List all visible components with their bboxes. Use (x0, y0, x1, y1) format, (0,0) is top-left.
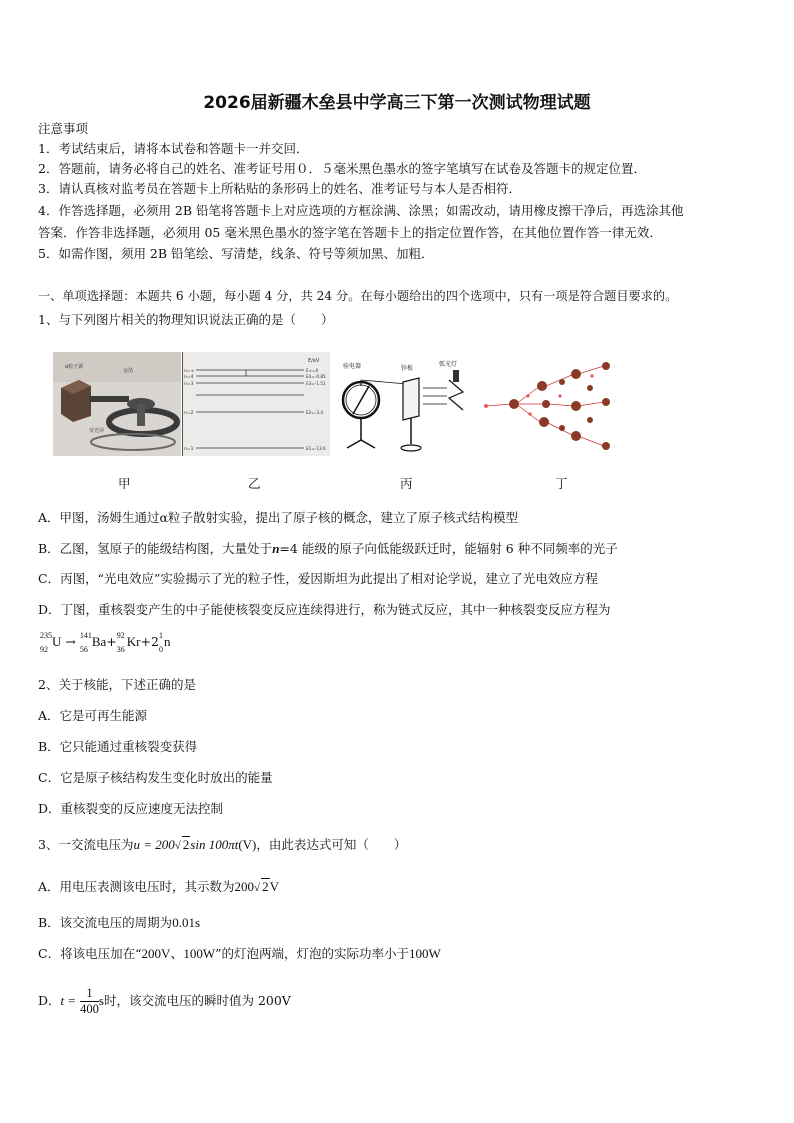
q3-d-num: 1 (80, 986, 99, 1002)
yi-unit: E/eV (308, 358, 320, 364)
kr-symbol: Kr (126, 634, 141, 649)
figure-yi (182, 352, 330, 456)
q2-stem: 2、关于核能，下述正确的是 (38, 677, 196, 692)
caption-jia: 甲 (118, 476, 131, 491)
kr-mass: 92 (116, 631, 125, 640)
bing-label-electroscope: 验电器 (343, 363, 362, 370)
notice-item-1: 1．考试结束后，请将本试卷和答题卡一并交回． (38, 141, 309, 156)
q2-option-a: A．它是可再生能源 (38, 708, 148, 723)
q3-a-root: 2 (262, 879, 269, 894)
ba-z: 56 (79, 645, 88, 654)
fission-equation (40, 631, 171, 658)
exam-title: 2026届新疆木垒县中学高三下第一次测试物理试题 (203, 93, 591, 113)
notice-item-5: 5．如需作图，须用 2B 铅笔绘、写清楚，线条、符号等须加黑、加粗． (38, 246, 434, 261)
q3-a-unit: V (269, 879, 279, 894)
q3-formula-unit: (V) (238, 837, 257, 852)
q3-stem-pre: 3、一交流电压为 (38, 837, 134, 852)
q3-d-unit: s (98, 993, 104, 1008)
bing-label-arc: 弧光灯 (439, 361, 458, 368)
q3-formula-root: 2 (182, 837, 190, 852)
yi-level-2: n=2 (184, 411, 194, 416)
yi-level-inf: n=∞ (184, 369, 195, 374)
q3-b-val: 0.01s (172, 915, 200, 930)
q1-stem: 1、与下列图片相关的物理知识说法正确的是（ ） (38, 312, 334, 327)
q3-c-mid: ”的灯泡两端，灯泡的实际功率小于 (215, 946, 410, 961)
notice-heading: 注意事项 (38, 121, 89, 136)
notice-item-4-cont: 答案．作答非选择题，必须用 05 毫米黑色墨水的签字笔在答题卡上的指定位置作答，在其他位置作答一律无效． (38, 225, 662, 240)
yi-energy-4: E4=-0.85 (306, 374, 326, 379)
yi-level-1: n=1 (184, 447, 194, 452)
yi-energy-3: E3=-1.51 (306, 381, 326, 386)
caption-bing: 丙 (400, 476, 413, 491)
q3-b-pre: B．该交流电压的周期为 (38, 915, 173, 930)
q3-option-b (38, 915, 200, 931)
u-z: 92 (40, 645, 48, 654)
q3-option-c (38, 946, 441, 962)
q1-option-b (38, 541, 618, 557)
q2-option-d: D．重核裂变的反应速度无法控制 (38, 801, 224, 816)
q3-d-t: t = (60, 993, 77, 1008)
neutron-coef: 2 (150, 634, 159, 649)
caption-yi: 乙 (248, 476, 261, 491)
q3-d-pre: D． (38, 993, 61, 1008)
q3-d-post: 时，该交流电压的瞬时值为 200V (103, 993, 291, 1008)
notice-item-4: 4．作答选择题，必须用 2B 铅笔将答题卡上对应选项的方框涂满、涂黑；如需改动，请用橡皮擦干净后，再选涂其他 (38, 203, 684, 218)
q3-option-d (38, 983, 291, 1019)
ba-mass: 141 (79, 631, 92, 640)
q3-stem-post: ，由此表达式可知（ ） (256, 837, 407, 852)
q3-c-pre: C．将该电压加在“ (38, 946, 142, 961)
bing-label-zinc: 锌板 (401, 365, 414, 372)
q3-formula-b: sin 100πt (190, 837, 239, 852)
q1-option-b-n: n (272, 541, 280, 556)
plus-2: + (140, 634, 151, 649)
n-mass: 1 (158, 631, 163, 640)
q3-d-fraction (80, 986, 99, 1017)
q1-option-a: A．甲图，汤姆生通过α粒子散射实验，提出了原子核的概念，建立了原子核式结构模型 (38, 510, 518, 525)
n-z: 0 (158, 645, 163, 654)
jia-label-source: α粒子源 (65, 364, 84, 370)
q3-c-rating: 200V、100W (141, 946, 216, 961)
arrow: → (65, 634, 76, 649)
q2-option-b: B．它只能通过重核裂变获得 (38, 739, 198, 754)
q1-option-b-post: =4 能级的原子向低能级跃迁时，能辐射 6 种不同频率的光子 (279, 541, 618, 556)
n-symbol: n (163, 634, 171, 649)
figure-bing (337, 358, 467, 456)
q3-formula-a: u = 200 (133, 837, 175, 852)
yi-level-3: n=3 (184, 382, 194, 387)
caption-ding: 丁 (555, 476, 568, 491)
ba-symbol: Ba (91, 634, 107, 649)
q3-stem: 3、一交流电压为u = 200√ 2sin 100πt(V)，由此表达式可知（ ） (38, 837, 407, 852)
q3-option-a: A．用电压表测该电压时，其示数为200√ 2V (38, 879, 279, 894)
q3-a-val: 200 (234, 879, 255, 894)
notice-item-2: 2．答题前，请务必将自己的姓名、准考证号用０．５毫米黑色墨水的签字笔填写在试卷及答题卡的规定位置． (38, 161, 646, 176)
q1-option-c: C．丙图，“光电效应”实验揭示了光的粒子性，爱因斯坦为此提出了相对论学说，建立了光电效应方程 (38, 571, 598, 586)
q1-option-b-pre: B．乙图，氢原子的能级结构图，大量处于 (38, 541, 273, 556)
q3-d-den: 400 (80, 1002, 99, 1016)
plus-1: + (106, 634, 117, 649)
q3-c-val: 100W (409, 946, 441, 961)
u-symbol: U (52, 634, 62, 649)
yi-energy-1: E1=-13.6 (306, 446, 326, 451)
yi-energy-inf: E∞=0 (306, 368, 319, 373)
q3-a-pre: A．用电压表测该电压时，其示数为 (38, 879, 235, 894)
yi-level-4: n=4 (184, 375, 194, 380)
section-heading: 一、单项选择题：本题共 6 小题，每小题 4 分，共 24 分。在每小题给出的四个选项中，只有一项是符合题目要求的。 (38, 289, 678, 303)
kr-z: 36 (116, 645, 125, 654)
jia-label-screen: 荧光屏 (89, 428, 105, 434)
u-mass: 235 (40, 631, 52, 640)
yi-energy-2: E2=-3.4 (306, 410, 323, 415)
jia-label-foil: 金箔 (123, 368, 134, 374)
notice-item-3: 3．请认真核对监考员在答题卡上所粘贴的条形码上的姓名、准考证号与本人是否相符． (38, 181, 521, 196)
figure-jia (53, 352, 181, 456)
q1-option-d: D．丁图，重核裂变产生的中子能使核裂变反应连续得进行，称为链式反应，其中一种核裂变反应方程为 (38, 602, 611, 617)
q2-option-c: C．它是原子核结构发生变化时放出的能量 (38, 770, 273, 785)
figure-ding (478, 356, 613, 456)
